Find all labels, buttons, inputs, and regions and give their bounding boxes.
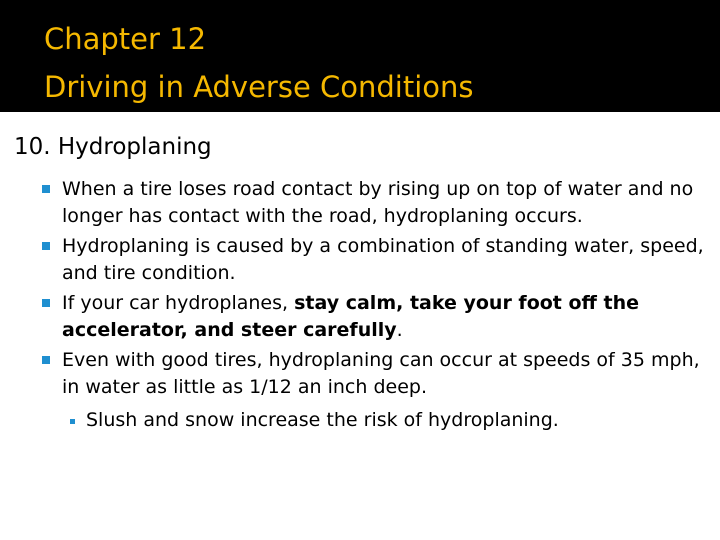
bullet-text: Hydroplaning is caused by a combination of standing water, speed, and tire condition. [62,235,704,284]
square-bullet-icon [42,242,50,250]
square-bullet-icon [42,299,50,307]
bullet-text: When a tire loses road contact by rising up on top of water and no longer has contact with the road, hydroplaning occurs. [62,178,694,227]
bullet-text-lead: If your car hydroplanes, [62,292,295,314]
bullet-list [40,176,712,434]
slide-title-line-1: Chapter 12 [44,22,207,56]
section-heading: 10. Hydroplaning [14,134,212,160]
sub-bullet-text: Slush and snow increase the risk of hydroplaning. [86,409,559,431]
bullet-text-bold: stay calm, take your foot off the accelerator, and steer carefully [62,292,640,341]
bullet-text-tail: . [396,319,403,341]
slide-title-line-2: Driving in Adverse Conditions [44,70,474,104]
bullet-item [40,347,712,401]
title-bar [0,0,720,112]
bullet-item [40,290,712,344]
bullet-item [40,233,712,287]
bullet-item [40,176,712,230]
square-bullet-icon [42,356,50,364]
small-square-bullet-icon [70,419,75,424]
sub-bullet-item [70,407,712,434]
square-bullet-icon [42,185,50,193]
bullet-text: Even with good tires, hydroplaning can occur at speeds of 35 mph, in water as little as 1/12 an inch deep. [62,349,700,398]
